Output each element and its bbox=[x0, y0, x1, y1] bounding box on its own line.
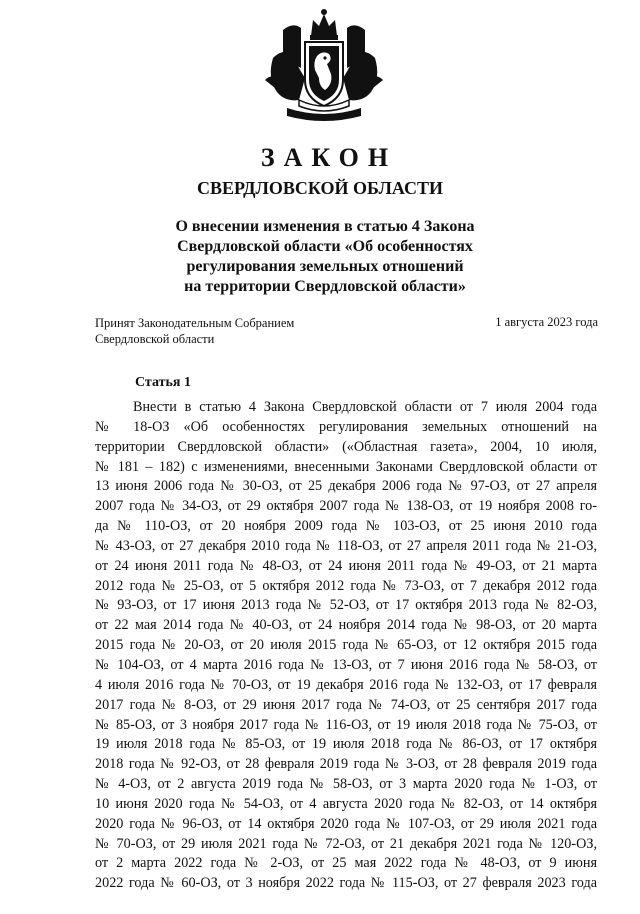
body-line: 2007 года № 34-ОЗ, от 29 октября 2007 года № 138-ОЗ, от 19 ноября 2008 го- bbox=[95, 498, 597, 515]
body-line: 2020 года № 96-ОЗ, от 14 октября 2020 года № 107-ОЗ, от 29 июля 2021 года bbox=[95, 815, 597, 832]
body-line: № 70-ОЗ, от 29 июля 2021 года № 72-ОЗ, от 21 декабря 2021 года № 120-ОЗ, bbox=[95, 835, 597, 852]
body-line: № 93-ОЗ, от 17 июня 2013 года № 52-ОЗ, от 17 октября 2013 года № 82-ОЗ, bbox=[95, 597, 597, 614]
body-line: 2015 года № 20-ОЗ, от 20 июля 2015 года № 65-ОЗ, от 12 октября 2015 года bbox=[95, 637, 597, 654]
body-line: 4 июля 2016 года № 70-ОЗ, от 19 декабря 2016 года № 132-ОЗ, от 17 февраля bbox=[95, 676, 597, 693]
body-line: 2017 года № 8-ОЗ, от 29 июня 2017 года № 74-ОЗ, от 25 сентября 2017 года bbox=[95, 696, 597, 713]
body-line: 10 июня 2020 года № 54-ОЗ, от 4 августа 2020 года № 82-ОЗ, от 14 октября bbox=[95, 795, 597, 812]
adoption-date: 1 августа 2023 года bbox=[495, 315, 598, 329]
adopted-by bbox=[95, 315, 294, 347]
adopted-by-line: Принят Законодательным Собранием bbox=[95, 316, 295, 330]
body-line: 2022 года № 60-ОЗ, от 3 ноября 2022 года № 115-ОЗ, от 27 февраля 2023 года bbox=[95, 875, 597, 892]
body-line: 2018 года № 92-ОЗ, от 28 февраля 2019 года № 3-ОЗ, от 28 февраля 2019 года bbox=[95, 756, 597, 773]
subject-line: на территории Свердловской области» bbox=[184, 278, 466, 295]
law-subject bbox=[150, 217, 500, 297]
article-heading: Статья 1 bbox=[135, 375, 191, 390]
adopted-by-line: Свердловской области bbox=[95, 332, 215, 346]
body-line: от 22 мая 2014 года № 40-ОЗ, от 24 ноября 2014 года № 98-ОЗ, от 20 марта bbox=[95, 617, 597, 634]
body-line: № 104-ОЗ, от 4 марта 2016 года № 13-ОЗ, от 7 июня 2016 года № 58-ОЗ, от bbox=[95, 656, 597, 673]
subject-line: О внесении изменения в статью 4 Закона bbox=[175, 218, 475, 235]
subject-line: Свердловской области «Об особенностях bbox=[177, 238, 473, 255]
article-body bbox=[95, 398, 597, 894]
body-line: да № 110-ОЗ, от 20 ноября 2009 года № 103-ОЗ, от 25 июня 2010 года bbox=[95, 518, 597, 535]
body-line: № 4-ОЗ, от 2 августа 2019 года № 58-ОЗ, от 3 марта 2020 года № 1-ОЗ, от bbox=[95, 776, 597, 793]
law-title: ЗАКОН bbox=[260, 143, 398, 172]
region-title: СВЕРДЛОВСКОЙ ОБЛАСТИ bbox=[197, 178, 443, 198]
body-line: 13 июня 2006 года № 30-ОЗ, от 25 декабря 2006 года № 97-ОЗ, от 27 апреля bbox=[95, 478, 597, 495]
body-line: 19 июля 2018 года № 85-ОЗ, от 19 июля 2018 года № 86-ОЗ, от 17 октября bbox=[95, 736, 597, 753]
sverdlovsk-coat-of-arms-icon bbox=[263, 8, 385, 126]
body-line: от 2 марта 2022 года № 2-ОЗ, от 25 мая 2022 года № 48-ОЗ, от 9 июня bbox=[95, 855, 597, 872]
body-line: № 85-ОЗ, от 3 ноября 2017 года № 116-ОЗ, от 19 июля 2018 года № 75-ОЗ, от bbox=[95, 716, 597, 733]
body-line: от 24 июня 2011 года № 48-ОЗ, от 24 июня 2011 года № 49-ОЗ, от 21 марта bbox=[95, 557, 597, 574]
body-line: 2012 года № 25-ОЗ, от 5 октября 2012 года № 73-ОЗ, от 7 декабря 2012 года bbox=[95, 577, 597, 594]
body-line: территории Свердловской области» («Областная газета», 2004, 10 июля, bbox=[95, 438, 597, 455]
body-line: Внести в статью 4 Закона Свердловской области от 7 июля 2004 года bbox=[133, 399, 597, 415]
body-line: № 43-ОЗ, от 27 декабря 2010 года № 118-ОЗ, от 27 апреля 2011 года № 21-ОЗ, bbox=[95, 537, 597, 554]
body-line: № 18-ОЗ «Об особенностях регулирования земельных отношений на bbox=[95, 418, 597, 435]
subject-line: регулирования земельных отношений bbox=[186, 258, 464, 275]
body-line: № 181 – 182) с изменениями, внесенными Законами Свердловской области от bbox=[95, 458, 597, 475]
